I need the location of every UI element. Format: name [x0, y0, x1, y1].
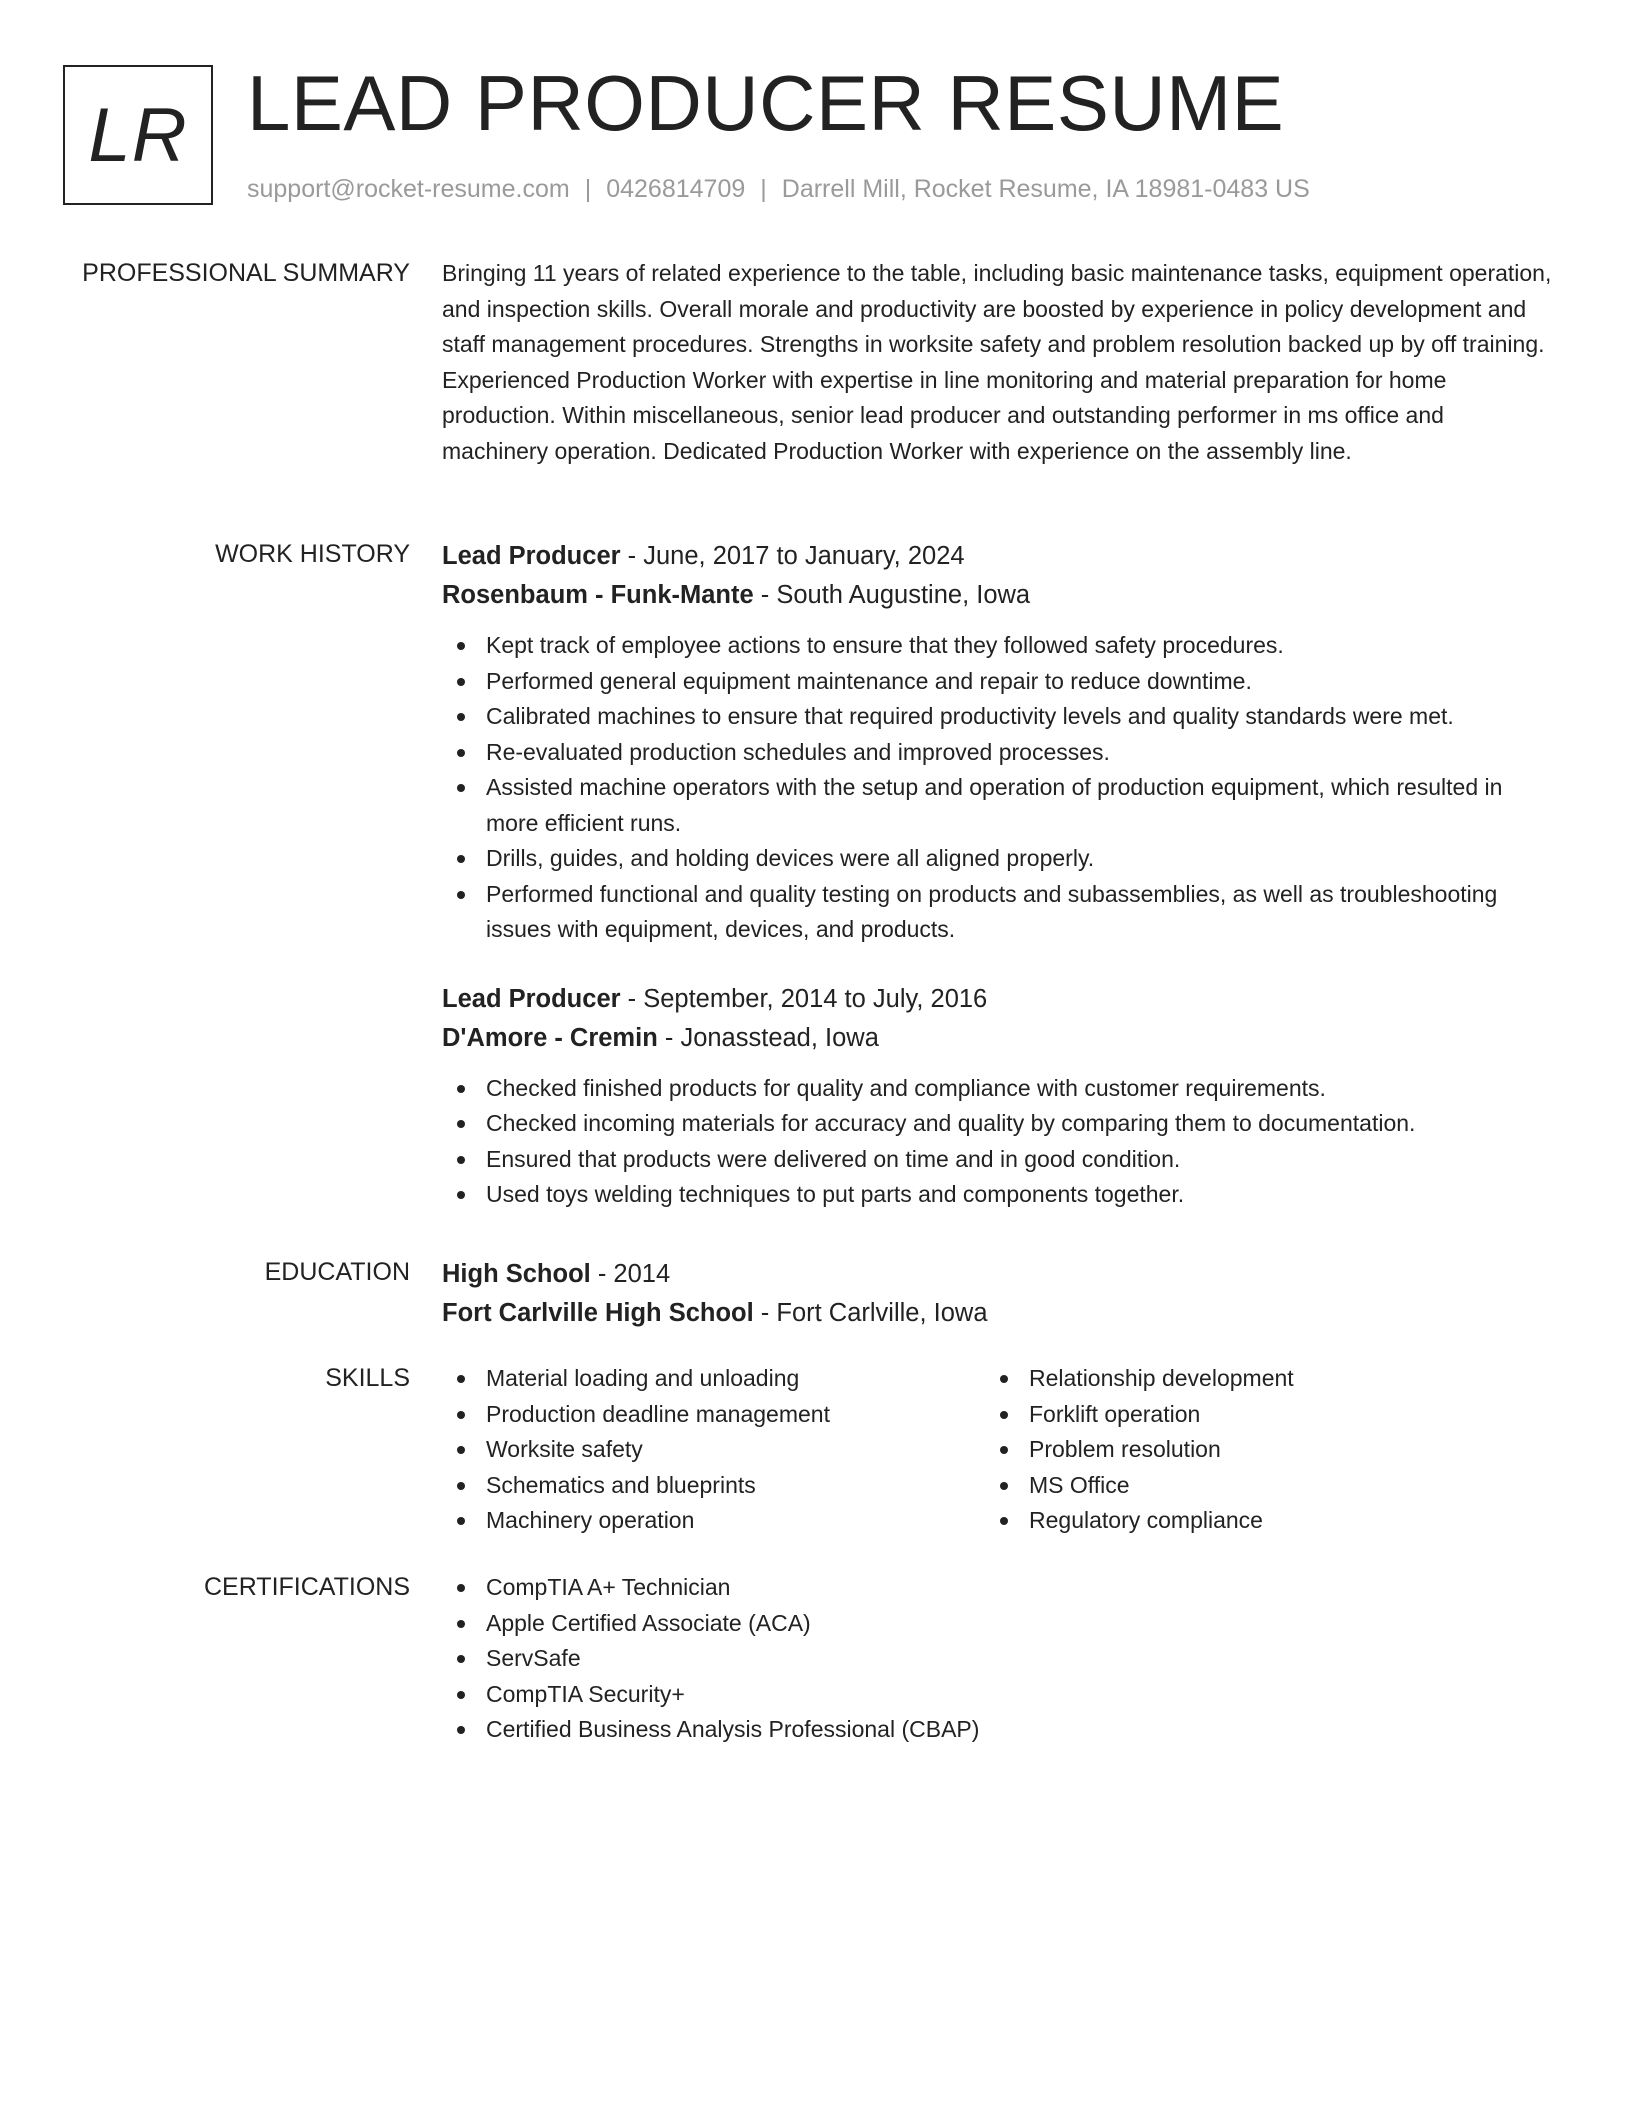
job-bullet: Kept track of employee actions to ensure that they followed safety procedures. — [442, 628, 1552, 664]
job-bullet: Checked finished products for quality and compliance with customer requirements. — [442, 1071, 1552, 1107]
summary-text: Bringing 11 years of related experience to the table, including basic maintenance tasks, equipment operation, and inspection skills. Overall morale and productivity are boosted by experience in policy development and staff management procedures. Strengths in worksite safety and problem resolution backed up by off training. Experienced Production Worker with expertise in line monitoring and material preparation for home production. Within miscellaneous, senior lead producer and outstanding performer in ms office and machinery operation. Dedicated Production Worker with experience on the assembly line. — [442, 260, 1552, 464]
education-school: Fort Carlville High School — [442, 1299, 754, 1327]
job-bullet: Drills, guides, and holding devices were all aligned properly. — [442, 841, 1552, 877]
skill-item: Material loading and unloading — [442, 1361, 985, 1397]
job-title-line — [442, 537, 1552, 576]
job-bullets — [442, 1071, 1552, 1213]
section-label-work-history: WORK HISTORY — [215, 540, 410, 568]
job-company: D'Amore - Cremin — [442, 1023, 658, 1052]
job-title: Lead Producer — [442, 984, 621, 1013]
certification-item: ServSafe — [442, 1641, 1552, 1677]
job-bullet: Used toys welding techniques to put parts and components together. — [442, 1177, 1552, 1213]
job-dates: - September, 2014 to July, 2016 — [620, 984, 988, 1013]
monogram-logo — [63, 65, 213, 205]
certification-item: CompTIA Security+ — [442, 1677, 1552, 1713]
skill-item: Relationship development — [985, 1361, 1528, 1397]
skills-list-left — [442, 1361, 985, 1539]
job-bullet: Ensured that products were delivered on time and in good condition. — [442, 1142, 1552, 1178]
education-body — [442, 1255, 1552, 1333]
certification-item: CompTIA A+ Technician — [442, 1570, 1552, 1606]
job-location: - Jonasstead, Iowa — [657, 1023, 879, 1052]
section-label-certifications: CERTIFICATIONS — [203, 1573, 410, 1601]
contact-phone[interactable]: 0426814709 — [606, 175, 746, 203]
section-label-skills: SKILLS — [325, 1364, 410, 1392]
job-dates: - June, 2017 to January, 2024 — [620, 542, 965, 570]
education-school-line — [442, 1294, 1552, 1333]
job-bullets — [442, 628, 1552, 948]
job-bullet: Assisted machine operators with the setup and operation of production equipment, which resulted in more efficient runs. — [442, 770, 1552, 841]
job-bullet: Calibrated machines to ensure that required productivity levels and quality standards were met. — [442, 699, 1552, 735]
skills-columns — [442, 1361, 1552, 1539]
job-bullet: Performed general equipment maintenance and repair to reduce downtime. — [442, 664, 1552, 700]
summary-body — [442, 256, 1552, 469]
certifications-body — [442, 1570, 1552, 1748]
job-bullet: Re-evaluated production schedules and improved processes. — [442, 735, 1552, 771]
job-entry — [442, 537, 1552, 948]
skill-item: Schematics and blueprints — [442, 1468, 985, 1504]
job-title: Lead Producer — [442, 542, 621, 570]
skill-item: Machinery operation — [442, 1503, 985, 1539]
contact-line — [247, 172, 1310, 206]
skill-item: MS Office — [985, 1468, 1528, 1504]
skill-item: Production deadline management — [442, 1397, 985, 1433]
skills-list-right — [985, 1361, 1528, 1539]
skill-item: Regulatory compliance — [985, 1503, 1528, 1539]
job-bullet: Checked incoming materials for accuracy and quality by comparing them to documentation. — [442, 1106, 1552, 1142]
job-title-line — [442, 980, 1552, 1019]
contact-separator: | — [760, 175, 767, 203]
section-label-education: EDUCATION — [264, 1258, 410, 1286]
skill-item: Problem resolution — [985, 1432, 1528, 1468]
certifications-list — [442, 1570, 1552, 1748]
education-year: - 2014 — [590, 1260, 671, 1288]
skill-item: Worksite safety — [442, 1432, 985, 1468]
job-entry — [442, 980, 1552, 1213]
job-company-line — [442, 576, 1552, 615]
work-history-body — [442, 537, 1552, 1213]
job-bullet: Performed functional and quality testing on products and subassemblies, as well as troubleshooting issues with equipment, devices, and products. — [442, 877, 1552, 948]
education-location: - Fort Carlville, Iowa — [753, 1299, 988, 1327]
contact-separator: | — [584, 175, 592, 203]
section-label-summary: PROFESSIONAL SUMMARY — [82, 259, 410, 287]
job-location: - South Augustine, Iowa — [753, 581, 1031, 609]
education-degree-line — [442, 1255, 1552, 1294]
resume-title: LEAD PRODUCER RESUME — [247, 59, 1285, 147]
job-company-line — [442, 1019, 1552, 1058]
certification-item: Apple Certified Associate (ACA) — [442, 1606, 1552, 1642]
contact-address: Darrell Mill, Rocket Resume, IA 18981-0483 US — [781, 175, 1310, 203]
job-company: Rosenbaum - Funk-Mante — [442, 581, 754, 609]
skills-body — [442, 1361, 1552, 1539]
monogram-text: LR — [88, 92, 188, 178]
skill-item: Forklift operation — [985, 1397, 1528, 1433]
certification-item: Certified Business Analysis Professional (CBAP) — [442, 1712, 1552, 1748]
education-degree: High School — [442, 1260, 591, 1288]
contact-email[interactable]: support@rocket-resume.com — [247, 175, 570, 203]
